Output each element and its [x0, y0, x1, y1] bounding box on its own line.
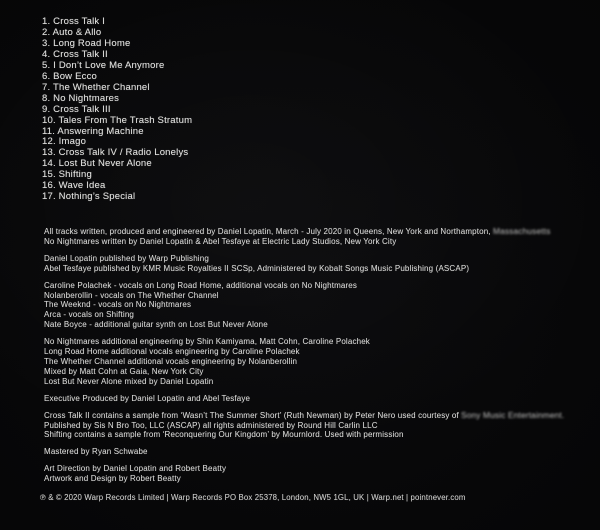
credit-line [44, 320, 561, 330]
credit-line [44, 291, 561, 301]
artwork-credits [44, 464, 561, 484]
guest-performer-credits [44, 281, 561, 331]
track-item: 17. Nothing’s Special [42, 191, 136, 203]
track-item: 15. Shifting [42, 169, 92, 181]
credit-text: Nate Boyce - additional guitar synth on Lost But Never Alone [44, 320, 268, 330]
track-item: 6. Bow Ecco [42, 70, 98, 82]
label-copyright-line: ℗ & © 2020 Warp Records Limited | Warp Records PO Box 25378, London, NW5 1GL, UK | Warp.net | pointnever.com [40, 493, 466, 502]
credit-line [44, 310, 561, 320]
track-item: 4. Cross Talk II [42, 48, 108, 60]
credit-line [44, 377, 561, 387]
executive-producer-credits [44, 394, 561, 404]
credit-text: Executive Produced by Daniel Lopatin and Abel Tesfaye [44, 393, 251, 403]
credit-text: The Whether Channel additional vocals engineering by Nolanberollin [44, 356, 298, 366]
credit-line [44, 337, 561, 347]
publishing-credits [44, 254, 561, 274]
credit-line [44, 421, 561, 431]
credit-text: Nolanberollin - vocals on The Whether Channel [44, 290, 219, 300]
credit-text: No Nightmares written by Daniel Lopatin & Abel Tesfaye at Electric Lady Studios, New York City [44, 236, 397, 246]
track-item: 10. Tales From The Trash Stratum [42, 114, 193, 126]
credit-line [44, 281, 561, 291]
credit-line [44, 237, 561, 247]
credit-line [44, 394, 561, 404]
credit-line [44, 474, 561, 484]
credit-line [44, 447, 561, 457]
track-item: 1. Cross Talk I [42, 16, 106, 27]
track-item: 14. Lost But Never Alone [42, 158, 152, 170]
credit-text: Daniel Lopatin published by Warp Publishing [44, 253, 209, 263]
tracklist [42, 17, 192, 203]
track-item: 5. I Don’t Love Me Anymore [42, 59, 165, 71]
credit-text: Mixed by Matt Cohn at Gaia, New York City [44, 366, 204, 376]
engineering-credits [44, 337, 561, 387]
credit-text: Published by Sis N Bro Too, LLC (ASCAP) all rights administered by Round Hill Carlin LLC [44, 420, 378, 430]
production-credits [44, 227, 561, 247]
credit-text: Abel Tesfaye published by KMR Music Royalties II SCSp, Administered by Kobalt Songs Music Publishing (ASCAP) [44, 263, 470, 273]
track-item: 8. No Nightmares [42, 92, 120, 104]
credit-line [44, 264, 561, 274]
credit-line [44, 410, 565, 421]
credit-text: All tracks written, produced and engineered by Daniel Lopatin, March - July 2020 in Queens, New York and Northampton, [44, 227, 494, 236]
credit-text: No Nightmares additional engineering by Shin Kamiyama, Matt Cohn, Caroline Polachek [44, 337, 370, 347]
credit-line [44, 347, 561, 357]
credit-text: The Weeknd - vocals on No Nightmares [44, 300, 192, 310]
track-item: 16. Wave Idea [42, 180, 106, 192]
credit-line [44, 464, 561, 474]
credit-text: Cross Talk II contains a sample from ‘Wasn’t The Summer Short’ (Ruth Newman) by Peter Nero used courtesy of [44, 410, 462, 420]
mastering-credits [44, 447, 561, 457]
track-item: 9. Cross Talk III [42, 103, 111, 115]
credit-text: Art Direction by Daniel Lopatin and Robert Beatty [44, 464, 227, 474]
credit-text: Arca - vocals on Shifting [44, 310, 135, 320]
credits [44, 227, 565, 491]
track-item: 11. Answering Machine [42, 125, 144, 137]
credit-line [44, 367, 561, 377]
track-item: 12. Imago [42, 136, 87, 148]
credit-line [44, 227, 561, 237]
track-item: 13. Cross Talk IV / Radio Lonelys [42, 147, 189, 159]
smudged-text: Sony Music Entertainment. [461, 410, 565, 420]
credit-line [44, 430, 561, 440]
credit-line [44, 357, 561, 367]
credit-text: Lost But Never Alone mixed by Daniel Lopatin [44, 376, 214, 386]
credit-text: Long Road Home additional vocals engineering by Caroline Polachek [44, 347, 300, 357]
sample-credits [44, 410, 565, 441]
credit-text: Artwork and Design by Robert Beatty [44, 474, 181, 484]
smudged-text: Massachusetts [493, 227, 551, 236]
track-item: 7. The Whether Channel [42, 81, 150, 93]
credit-text: Caroline Polachek - vocals on Long Road Home, additional vocals on No Nightmares [44, 280, 358, 290]
credit-line [44, 254, 561, 264]
credit-line [44, 300, 561, 310]
credit-text: Shifting contains a sample from ‘Reconquering Our Kingdom’ by Mournlord. Used with permission [44, 430, 404, 440]
track-item: 3. Long Road Home [42, 37, 131, 49]
track-item: 2. Auto & Allo [42, 26, 102, 38]
credit-text: Mastered by Ryan Schwabe [44, 447, 148, 457]
